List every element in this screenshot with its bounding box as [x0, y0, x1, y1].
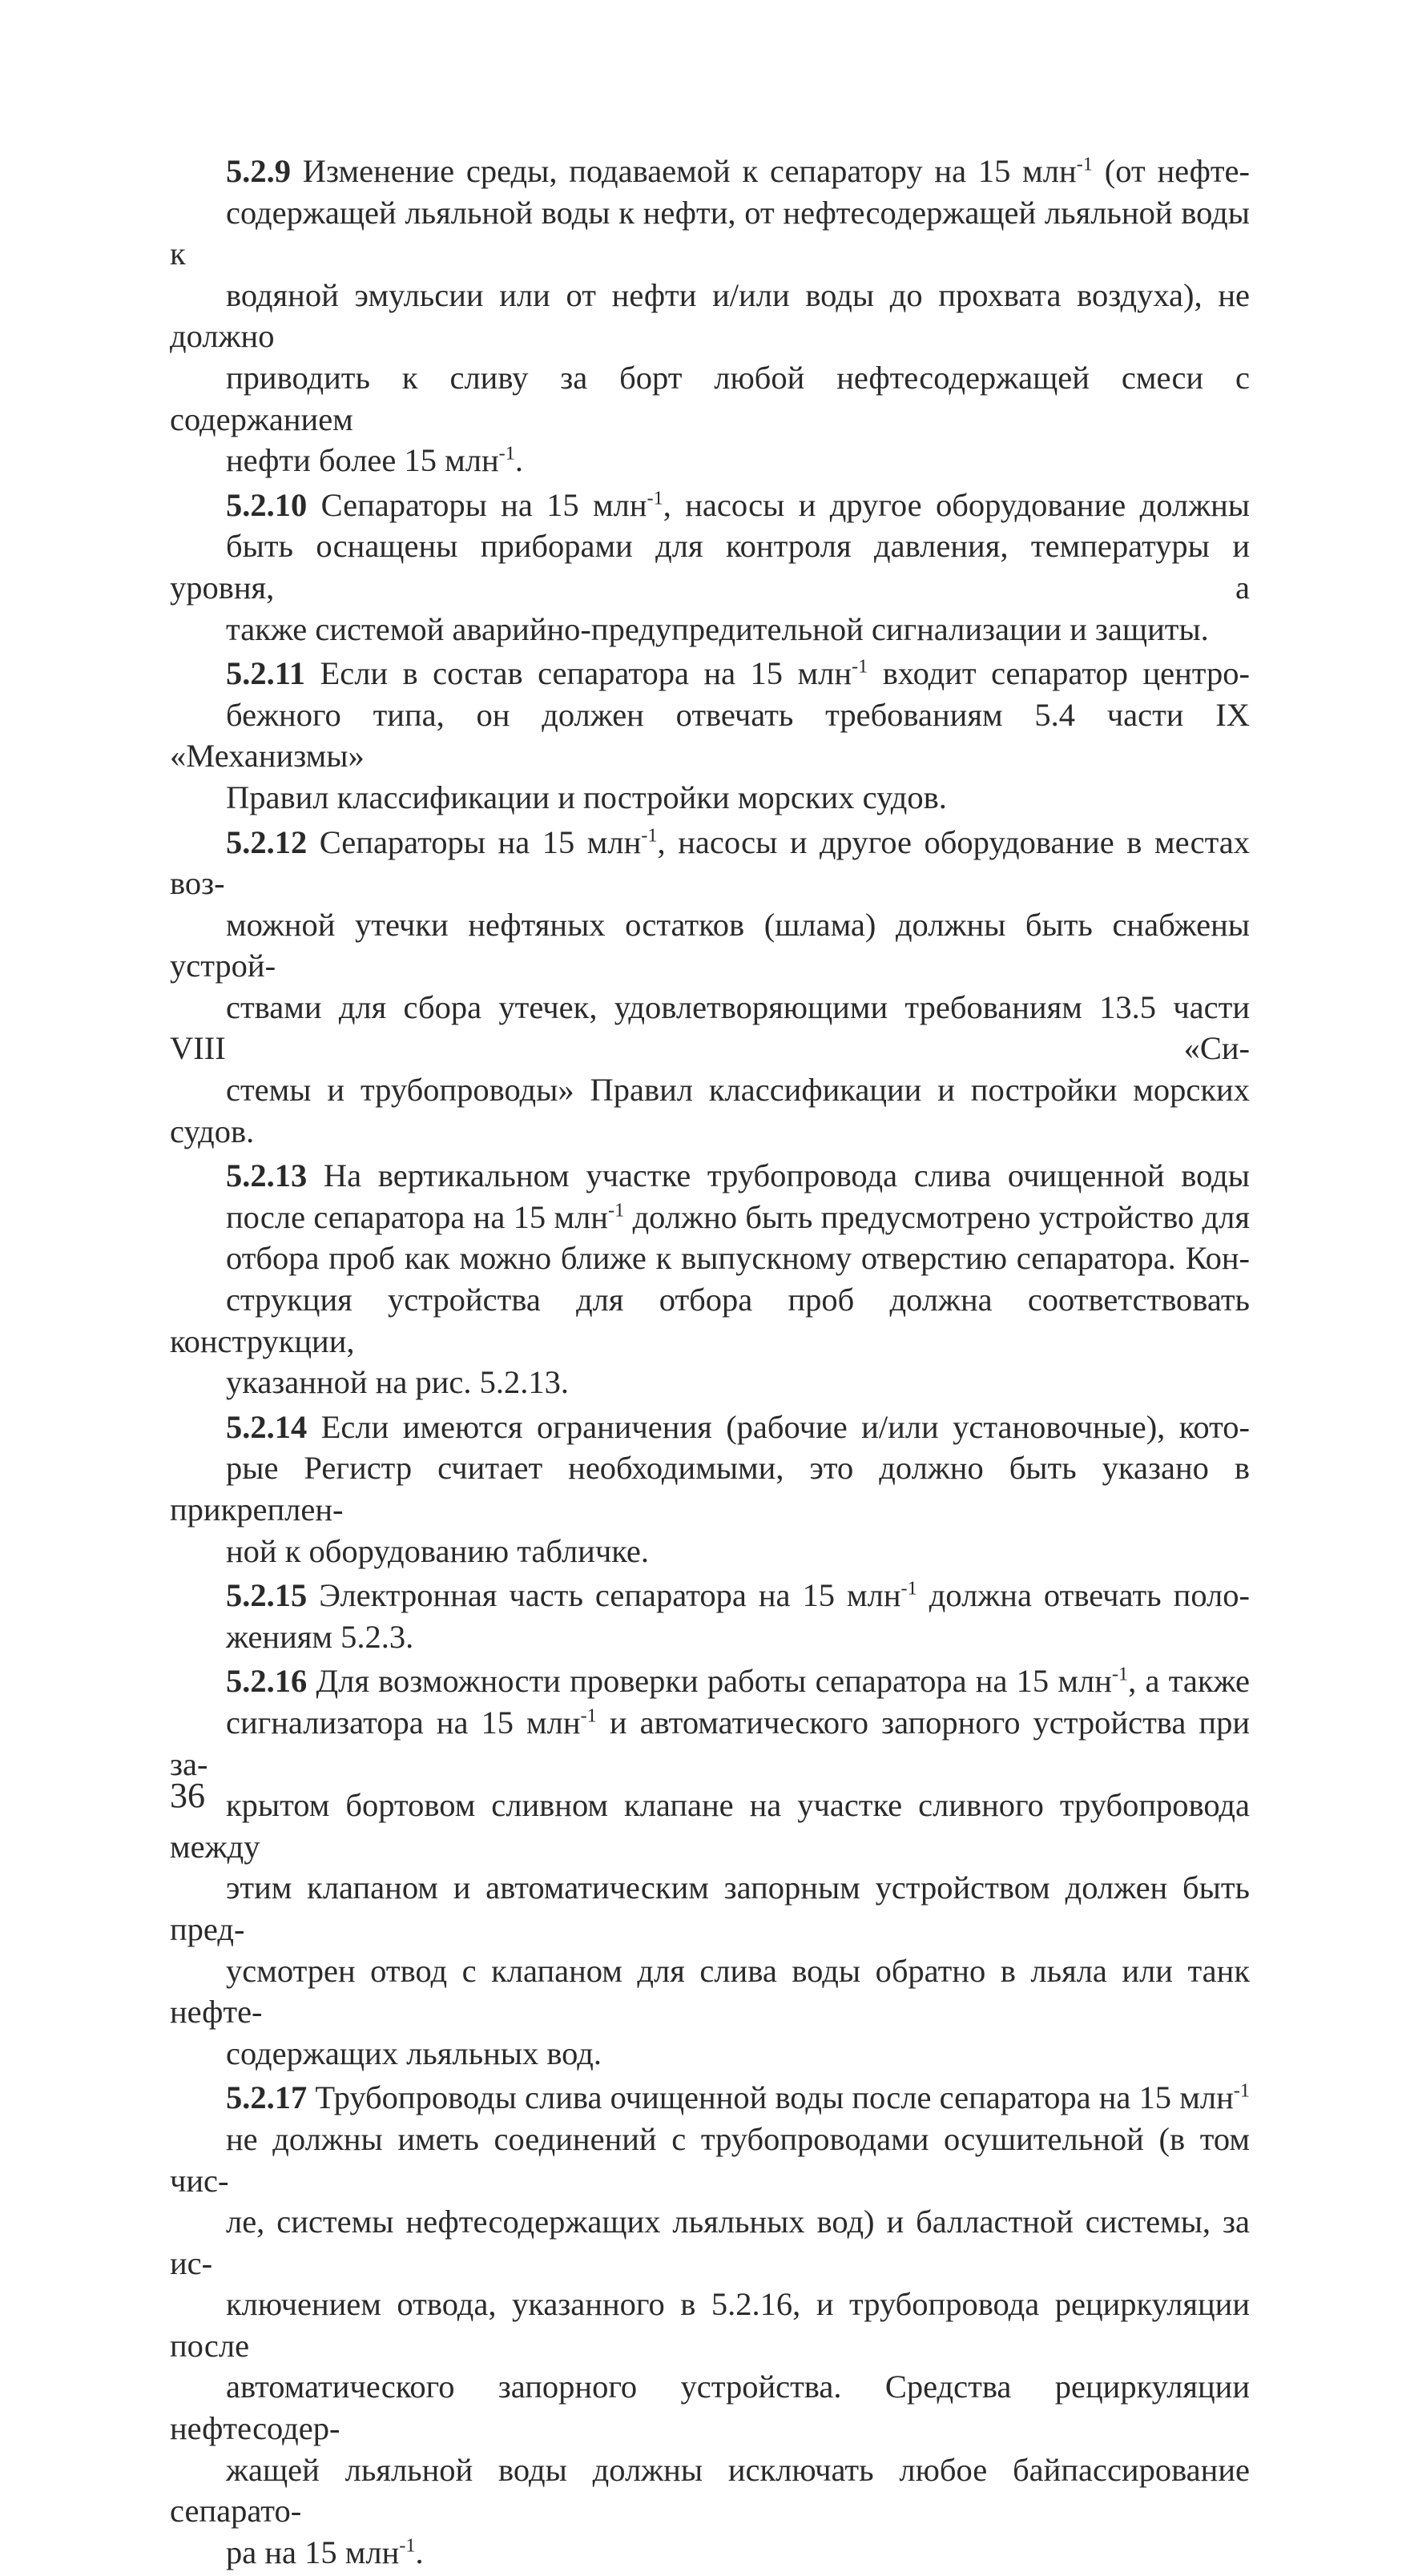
paragraph-number: 5.2.13 [226, 1157, 308, 1194]
page-body [170, 151, 1250, 2576]
superscript-exponent: -1 [1233, 2079, 1250, 2102]
superscript-exponent: -1 [647, 487, 663, 509]
text-line: крытом бортовом сливном клапане на участке сливного трубопровода между [170, 1787, 1250, 1865]
text-line: 5.2.12 Сепараторы на 15 млн$^{-1}$, насосы и другое оборудование в местах воз- [170, 823, 1250, 902]
text-line: 5.2.11 Если в состав сепаратора на 15 млн$^{-1}$ входит сепаратор центро- [226, 655, 1250, 692]
text-line: не должны иметь соединений с трубопроводами осушительной (в том чис- [170, 2120, 1250, 2199]
text-line: ра на 15 млн$^{-1}$. [226, 2534, 424, 2570]
text-line: ле, системы нефтесодержащих льяльных вод) и балластной системы, за ис- [170, 2204, 1250, 2281]
text-line: приводить к сливу за борт любой нефтесодержащей смеси с содержанием [170, 359, 1250, 437]
text-line: можной утечки нефтяных остатков (шлама) должны быть снабжены устрой- [170, 906, 1250, 984]
text-line: 5.2.13 На вертикальном участке трубопровода слива очищенной воды [226, 1157, 1250, 1194]
text-line: после сепаратора на 15 млн$^{-1}$ должно быть предусмотрено устройство для [226, 1198, 1250, 1235]
superscript-exponent: -1 [498, 442, 515, 465]
paragraph-5-2-11 [170, 653, 1250, 818]
text-line: также системой аварийно-предупредительной сигнализации и защиты. [226, 610, 1209, 647]
text-line: бежного типа, он должен отвечать требованиям 5.4 части IX «Механизмы» [170, 696, 1250, 775]
superscript-exponent: -1 [399, 2534, 416, 2557]
text-line: ной к оборудованию табличке. [226, 1532, 649, 1569]
text-line: нефти более 15 млн$^{-1}$. [226, 442, 524, 479]
paragraph-5-2-15 [170, 1575, 1250, 1657]
paragraph-number: 5.2.10 [226, 486, 308, 523]
text-line: ствами для сбора утечек, удовлетворяющими требованиям 13.5 части VIII «Си- [170, 988, 1250, 1067]
text-line: содержащих льяльных вод. [226, 2035, 602, 2071]
text-line: отбора проб как можно ближе к выпускному отверстию сепаратора. Кон- [226, 1240, 1250, 1277]
text-line: Правил классификации и постройки морских судов. [226, 779, 947, 815]
superscript-exponent: -1 [1111, 1663, 1129, 1685]
text-line: 5.2.10 Сепараторы на 15 млн$^{-1}$, насосы и другое оборудование должны [226, 486, 1250, 523]
text-line: этим клапаном и автоматическим запорным устройством должен быть пред- [170, 1870, 1250, 1947]
text-line: сигнализатора на 15 млн$^{-1}$ и автоматического запорного устройства при за- [170, 1704, 1250, 1782]
text-line: 5.2.14 Если имеются ограничения (рабочие и/или установочные), кото- [226, 1408, 1250, 1445]
superscript-exponent: -1 [580, 1705, 597, 1727]
text-line: 5.2.17 Трубопроводы слива очищенной воды после сепаратора на 15 млн$^{-1}$ [226, 2079, 1250, 2116]
superscript-exponent: -1 [900, 1577, 917, 1600]
paragraph-number: 5.2.16 [226, 1663, 308, 1700]
superscript-exponent: -1 [852, 655, 868, 678]
text-line: жениям 5.2.3. [226, 1618, 414, 1655]
paragraph-5-2-9 [170, 151, 1250, 481]
paragraph-5-2-12 [170, 822, 1250, 1153]
text-line: струкция устройства для отбора проб должна соответствовать конструкции, [170, 1282, 1250, 1359]
paragraph-number: 5.2.12 [226, 823, 308, 860]
superscript-exponent: -1 [607, 1199, 625, 1222]
text-line: 5.2.16 Для возможности проверки работы сепаратора на 15 млн$^{-1}$, а также [226, 1663, 1250, 1700]
paragraph-5-2-17 [170, 2077, 1250, 2573]
paragraph-5-2-16 [170, 1660, 1250, 2074]
text-line: автоматического запорного устройства. Средства рециркуляции нефтесодер- [170, 2369, 1250, 2447]
superscript-exponent: -1 [1076, 153, 1093, 175]
text-line: содержащей льяльной воды к нефти, от нефтесодержащей льяльной воды к [170, 194, 1250, 272]
paragraph-number: 5.2.14 [226, 1408, 308, 1445]
text-line: стемы и трубопроводы» Правил классификации и постройки морских судов. [170, 1072, 1250, 1149]
text-line: 5.2.9 Изменение среды, подаваемой к сепаратору на 15 млн$^{-1}$ (от нефте- [226, 153, 1250, 189]
text-line: 5.2.15 Электронная часть сепаратора на 15 млн$^{-1}$ должна отвечать поло- [226, 1577, 1250, 1614]
paragraph-number: 5.2.15 [226, 1577, 308, 1614]
text-line: указанной на рис. 5.2.13. [226, 1364, 569, 1401]
paragraph-number: 5.2.9 [226, 153, 291, 189]
text-line: усмотрен отвод с клапаном для слива воды обратно в льяла или танк нефте- [170, 1952, 1250, 2031]
text-line: рые Регистр считает необходимыми, это должно быть указано в прикреплен- [170, 1450, 1250, 1527]
text-line: жащей льяльной воды должны исключать любое байпассирование сепарато- [170, 2451, 1250, 2530]
paragraph-5-2-14 [170, 1407, 1250, 1572]
paragraph-number: 5.2.17 [226, 2079, 308, 2116]
paragraph-5-2-13 [170, 1155, 1250, 1403]
text-line: быть оснащены приборами для контроля давления, температуры и уровня, а [170, 528, 1250, 606]
paragraph-number: 5.2.11 [226, 655, 306, 692]
text-line: ключением отвода, указанного в 5.2.16, и трубопровода рециркуляции после [170, 2286, 1250, 2364]
text-line: водяной эмульсии или от нефти и/или воды до прохвата воздуха), не должно [170, 276, 1250, 355]
page-number: 36 [170, 1776, 205, 1815]
superscript-exponent: -1 [641, 824, 658, 846]
paragraph-5-2-10 [170, 485, 1250, 650]
